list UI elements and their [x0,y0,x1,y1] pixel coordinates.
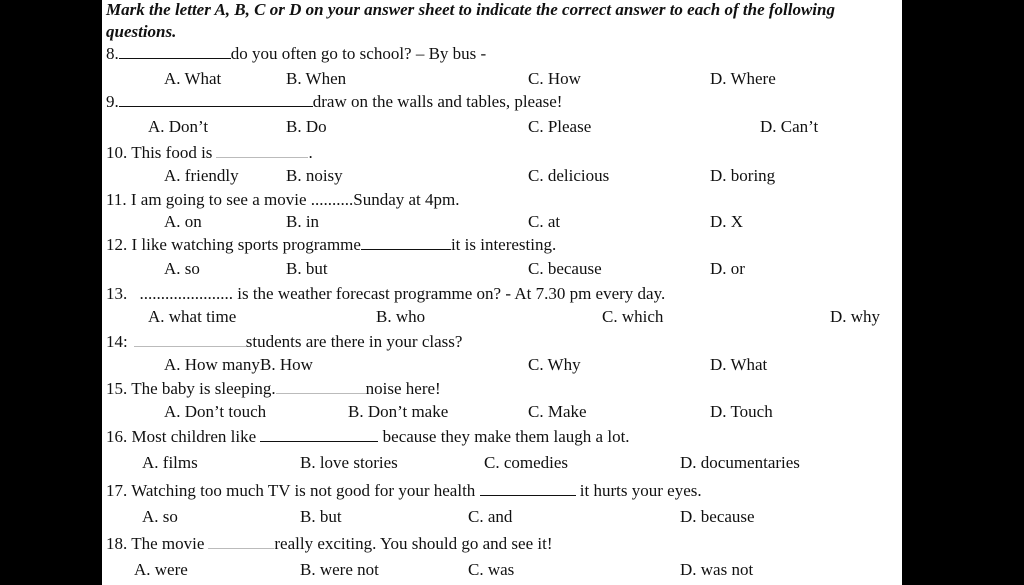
question-number: 11. [106,190,127,209]
question-text-before: I like watching sports programme [131,235,361,254]
answer-blank [361,235,451,250]
question-16 [106,427,630,447]
q9-option-c: C. Please [528,117,592,136]
answer-blank [119,44,231,59]
question-17 [106,481,702,501]
question-text-after: do you often go to school? – By bus - [230,44,487,63]
q15-option-b: B. Don’t make [348,402,449,421]
question-12 [106,235,556,255]
q9-option-a: A. Don’t [148,117,209,136]
q17-option-b: B. but [300,507,342,526]
q15-option-d: D. Touch [710,402,773,421]
q9-option-d: D. Can’t [760,117,819,136]
q14-option-d: D. What [710,355,768,374]
q10-option-c: C. delicious [528,166,610,185]
instruction-line-1: Mark the letter A, B, C or D on your answer sheet to indicate the correct answer to each of the following [106,0,835,19]
answer-dots: ...................... [139,284,233,303]
q11-option-b: B. in [286,212,320,231]
answer-dots: .......... [310,190,354,209]
question-14 [106,332,462,352]
answer-blank [208,534,274,549]
question-text-before: Most children like [131,427,257,446]
q8-option-b: B. When [286,69,347,88]
question-13 [106,284,665,304]
q14-option-b: B. How [260,355,313,374]
question-text-before: Watching too much TV is not good for your health [131,481,476,500]
q17-option-a: A. so [142,507,178,526]
answer-blank [276,379,366,394]
question-number: 15. [106,379,128,398]
question-number: 16. [106,427,128,446]
q8-option-a: A. What [164,69,222,88]
question-text-after: students are there in your class? [245,332,463,351]
question-text-after: is the weather forecast programme on? - At 7.30 pm every day. [237,284,666,303]
q8-option-d: D. Where [710,69,776,88]
question-text-before: The movie [131,534,205,553]
question-15 [106,379,441,399]
question-text-after: because they make them laugh a lot. [382,427,630,446]
q16-option-b: B. love stories [300,453,398,472]
answer-blank [480,481,576,496]
question-9 [106,92,562,112]
question-11 [106,190,460,210]
q10-option-a: A. friendly [164,166,239,185]
question-text-after: . [308,143,313,162]
answer-blank [119,92,313,107]
q18-option-d: D. was not [680,560,754,579]
question-number: 12. [106,235,128,254]
question-number: 9. [106,92,119,111]
q18-option-b: B. were not [300,560,379,579]
q12-option-a: A. so [164,259,200,278]
q16-option-d: D. documentaries [680,453,800,472]
q12-option-b: B. but [286,259,328,278]
question-18 [106,534,552,554]
question-text-after: really exciting. You should go and see it! [274,534,553,553]
answer-blank [216,143,308,158]
question-number: 17. [106,481,128,500]
question-text-after: draw on the walls and tables, please! [312,92,563,111]
worksheet-page [102,0,902,585]
q16-option-a: A. films [142,453,198,472]
q15-option-a: A. Don’t touch [164,402,267,421]
question-text-after: Sunday at 4pm. [353,190,460,209]
q13-option-a: A. what time [148,307,237,326]
question-text-after: it hurts your eyes. [579,481,702,500]
q14-option-c: C. Why [528,355,581,374]
q13-option-c: C. which [602,307,664,326]
instruction-line-2: questions. [106,22,177,41]
q10-option-d: D. boring [710,166,776,185]
q11-option-c: C. at [528,212,561,231]
q12-option-d: D. or [710,259,745,278]
q12-option-c: C. because [528,259,602,278]
q18-option-a: A. were [134,560,188,579]
question-number: 14: [106,332,128,351]
q10-option-b: B. noisy [286,166,343,185]
q15-option-c: C. Make [528,402,587,421]
q17-option-d: D. because [680,507,755,526]
q18-option-c: C. was [468,560,515,579]
question-text-before: The baby is sleeping. [131,379,276,398]
question-text-after: noise here! [365,379,441,398]
question-number: 10. [106,143,128,162]
q17-option-c: C. and [468,507,513,526]
q11-option-a: A. on [164,212,202,231]
q8-option-c: C. How [528,69,581,88]
q16-option-c: C. comedies [484,453,569,472]
question-number: 8. [106,44,119,63]
q13-option-b: B. who [376,307,426,326]
q11-option-d: D. X [710,212,744,231]
question-number: 18. [106,534,128,553]
question-number: 13. [106,284,128,303]
question-text-before: This food is [131,143,213,162]
q13-option-d: D. why [830,307,881,326]
answer-blank [134,332,246,347]
question-8 [106,44,486,64]
question-10 [106,143,313,163]
answer-blank [260,427,378,442]
question-text-after: it is interesting. [450,235,557,254]
q9-option-b: B. Do [286,117,327,136]
q14-option-a: A. How many [164,355,260,374]
question-text-before: I am going to see a movie [130,190,307,209]
